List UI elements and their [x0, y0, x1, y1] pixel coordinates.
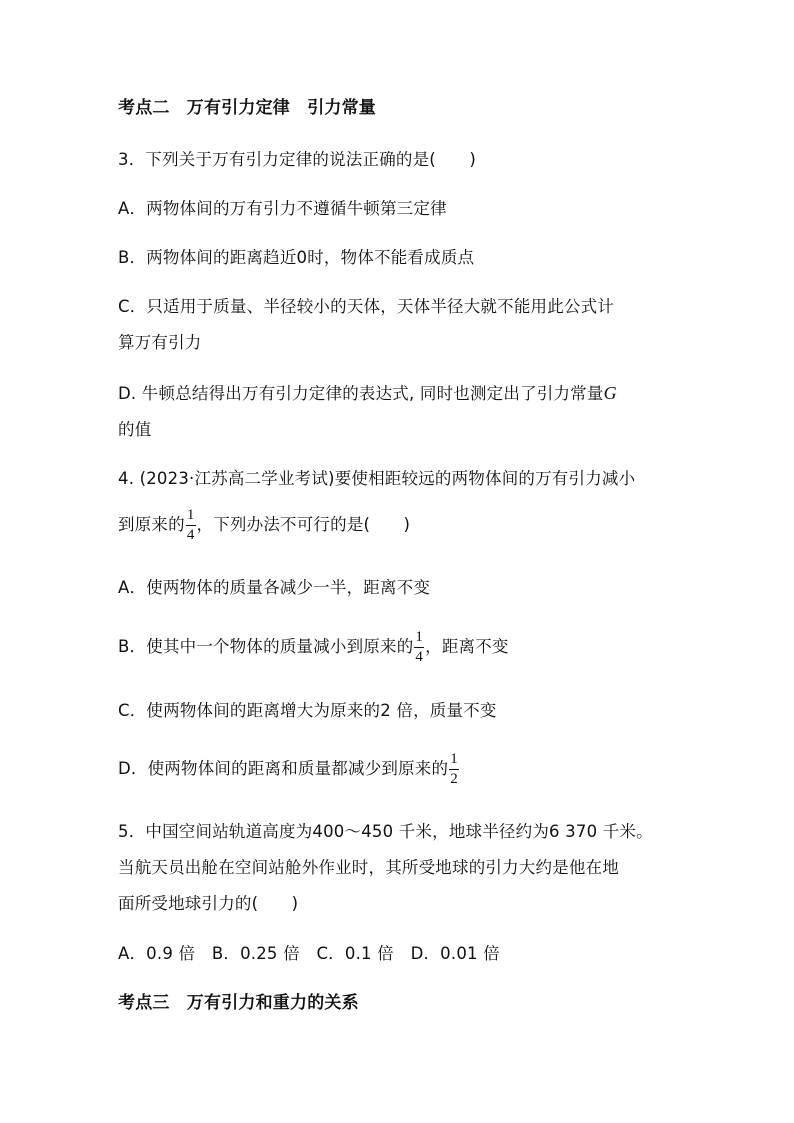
fraction-numerator: 1 [186, 508, 196, 526]
q3-option-c-line2: 算万有引力 [118, 333, 202, 352]
q4-option-c: C．使两物体间的距离增大为原来的2 倍，质量不变 [118, 701, 497, 720]
q4-option-b [118, 630, 509, 665]
fraction-numerator: 1 [414, 630, 424, 648]
q4-option-b-pre: B．使其中一个物体的质量减小到原来的 [118, 637, 414, 656]
q5-options: A．0.9 倍 B．0.25 倍 C．0.1 倍 D．0.01 倍 [118, 944, 500, 963]
fraction-one-quarter [414, 630, 424, 665]
fraction-denominator: 2 [450, 771, 458, 787]
q4-stem-line2 [118, 508, 410, 543]
fraction-denominator: 4 [186, 527, 195, 543]
q4-option-b-post: ，距离不变 [425, 637, 509, 656]
q5-stem-line3: 面所受地球引力的( ) [118, 894, 299, 913]
q4-option-d [118, 752, 460, 787]
q4-stem-post: ，下列办法不可行的是( ) [196, 515, 411, 534]
q4-stem-pre: 到原来的 [118, 515, 185, 534]
heading-kaodian-3: 考点三 万有引力和重力的关系 [118, 993, 359, 1013]
q5-stem-line1: 5．中国空间站轨道高度为400～450 千米，地球半径约为6 370 千米。 [118, 822, 653, 841]
q3-option-c-line1: C．只适用于质量、半径较小的天体，天体半径大就不能用此公式计 [118, 297, 615, 316]
heading-kaodian-2: 考点二 万有引力定律 引力常量 [118, 98, 376, 118]
fraction-one-quarter [186, 508, 196, 543]
gravitational-constant-symbol: G [603, 383, 617, 403]
q3-option-d-line1 [118, 382, 617, 405]
fraction-one-half [449, 752, 459, 787]
fraction-denominator: 4 [415, 649, 424, 665]
q3-option-d-text: D. 牛顿总结得出万有引力定律的表达式, 同时也测定出了引力常量 [118, 384, 604, 403]
q3-option-b: B．两物体间的距离趋近0时，物体不能看成质点 [118, 248, 475, 267]
q3-stem: 3．下列关于万有引力定律的说法正确的是( ) [118, 150, 476, 169]
q4-option-d-pre: D．使两物体间的距离和质量都减少到原来的 [118, 759, 449, 778]
fraction-numerator: 1 [449, 752, 459, 770]
q3-option-d-line2: 的值 [118, 420, 152, 439]
q4-stem-line1: 4. (2023·江苏高二学业考试)要使相距较远的两物体间的万有引力减小 [118, 469, 636, 488]
q3-option-a: A．两物体间的万有引力不遵循牛顿第三定律 [118, 199, 447, 218]
q4-option-a: A．使两物体的质量各减少一半，距离不变 [118, 578, 431, 597]
q5-stem-line2: 当航天员出舱在空间站舱外作业时，其所受地球的引力大约是他在地 [118, 858, 619, 877]
